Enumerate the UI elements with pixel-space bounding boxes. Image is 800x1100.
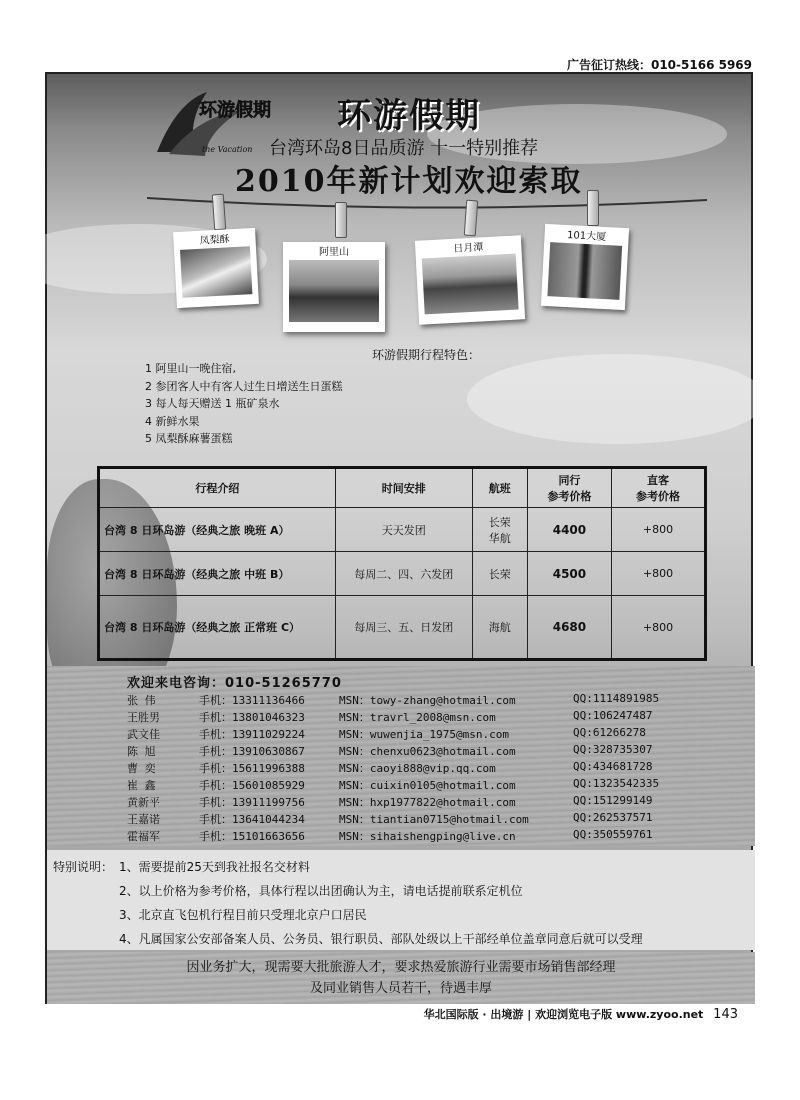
cell-schedule: 每周二、四、六发团 — [335, 552, 472, 596]
contact-msn: MSN：sihaishengping@live.cn — [339, 830, 516, 843]
table-row — [99, 596, 706, 660]
feature-item: 5 凤梨酥麻薯蛋糕 — [145, 432, 233, 445]
contact-name: 武文佳 — [127, 728, 160, 741]
contact-msn: MSN：chenxu0623@hotmail.com — [339, 745, 516, 758]
cell-schedule: 每周三、五、日发团 — [335, 596, 472, 660]
contact-phone: 手机：13311136466 — [199, 694, 305, 707]
notes-label: 特别说明： — [53, 860, 114, 874]
ad-hotline: 广告征订热线：010-5166 5969 — [566, 58, 752, 72]
contact-msn: MSN：hxp1977822@hotmail.com — [339, 796, 516, 809]
cell-peer-price: 4680 — [527, 596, 611, 660]
contact-qq: QQ:262537571 — [573, 811, 653, 824]
photo-taipei-101 — [541, 224, 629, 310]
clothespin-icon — [464, 200, 478, 237]
contact-msn: MSN：cuixin0105@hotmail.com — [339, 779, 516, 792]
cell-direct-price: +800 — [612, 596, 706, 660]
feature-item: 3 每人每天赠送 1 瓶矿泉水 — [145, 397, 280, 410]
contact-phone: 手机：13641044234 — [199, 813, 305, 826]
contact-qq: QQ:1323542335 — [573, 777, 660, 790]
contact-name: 曹 奕 — [127, 762, 156, 775]
contact-qq: QQ:350559761 — [573, 828, 653, 841]
cell-airline: 海航 — [472, 596, 527, 660]
contact-name: 霍福军 — [127, 830, 160, 843]
note-item: 1、需要提前25天到我社报名交材料 — [119, 860, 310, 874]
contact-qq: QQ:328735307 — [573, 743, 653, 756]
cell-direct-price: +800 — [612, 508, 706, 552]
contact-phone: 手机：15101663656 — [199, 830, 305, 843]
note-item: 3、北京直飞包机行程目前只受理北京户口居民 — [119, 908, 367, 922]
contact-qq: QQ:1114891985 — [573, 692, 660, 705]
contact-name: 王胜男 — [127, 711, 160, 724]
photo-caption: 阿里山 — [319, 247, 349, 258]
header-peer-price: 同行 参考价格 — [527, 468, 611, 508]
contact-title: 欢迎来电咨询：010-51265770 — [127, 676, 342, 691]
header-airline: 航班 — [472, 468, 527, 508]
recruitment-banner — [47, 952, 755, 1004]
advertisement — [45, 72, 753, 1004]
photo-pineapple-cake — [173, 228, 259, 308]
features-title: 环游假期行程特色： — [372, 348, 481, 362]
photo-sun-moon-lake — [415, 235, 525, 324]
cell-schedule: 天天发团 — [335, 508, 472, 552]
contact-phone: 手机：15601085929 — [199, 779, 305, 792]
cell-route: 台湾 8 日环岛游（经典之旅 中班 B） — [99, 552, 336, 596]
logo-tagline: the Vacation — [202, 145, 253, 154]
contact-section — [47, 666, 755, 846]
cell-airline: 长荣 华航 — [472, 508, 527, 552]
photo-image — [422, 254, 519, 315]
logo-text: 环游假期 — [199, 100, 271, 121]
contact-qq: QQ:61266278 — [573, 726, 646, 739]
feature-item: 2 参团客人中有客人过生日增送生日蛋糕 — [145, 379, 343, 393]
contact-phone: 手机：13801046323 — [199, 711, 305, 724]
ad-subtitle: 台湾环岛8日品质游 十一特别推荐 — [269, 138, 539, 159]
header-direct-price: 直客 参考价格 — [612, 468, 706, 508]
photo-caption: 101大厦 — [566, 230, 607, 244]
cell-airline: 长荣 — [472, 552, 527, 596]
contact-msn: MSN：towy-zhang@hotmail.com — [339, 694, 516, 707]
contact-qq: QQ:106247487 — [573, 709, 653, 722]
contact-name: 张 伟 — [127, 694, 156, 707]
contact-name: 崔 鑫 — [127, 779, 156, 792]
contact-qq: QQ:151299149 — [573, 794, 653, 807]
brand-logo — [147, 82, 271, 162]
table-row — [99, 508, 706, 552]
feature-item: 4 新鲜水果 — [145, 414, 200, 428]
contact-name: 黄新平 — [127, 796, 160, 809]
contact-phone: 手机：13911029224 — [199, 728, 305, 741]
recruit-line: 及同业销售人员若干，待遇丰厚 — [309, 981, 492, 996]
contact-name: 陈 旭 — [127, 745, 156, 758]
photo-image — [180, 246, 252, 298]
page-footer — [424, 1006, 738, 1022]
photo-image — [547, 242, 622, 300]
photo-alishan — [283, 242, 385, 332]
contact-msn: MSN：tiantian0715@hotmail.com — [339, 813, 529, 826]
clothespin-icon — [335, 202, 347, 238]
page-number: 143 — [713, 1007, 738, 1022]
cell-peer-price: 4400 — [527, 508, 611, 552]
header-route: 行程介绍 — [99, 468, 336, 508]
contact-qq: QQ:434681728 — [573, 760, 653, 773]
header-schedule: 时间安排 — [335, 468, 472, 508]
contact-phone: 手机：13911199756 — [199, 796, 305, 809]
clothesline — [147, 194, 707, 218]
cloud-decoration — [467, 354, 767, 444]
photo-caption: 日月潭 — [453, 242, 484, 255]
brand-title: 环游假期 — [337, 96, 481, 136]
cell-peer-price: 4500 — [527, 552, 611, 596]
feature-item: 1 阿里山一晚住宿, — [145, 362, 236, 375]
contact-phone: 手机：13910630867 — [199, 745, 305, 758]
contact-msn: MSN：caoyi888@vip.qq.com — [339, 762, 496, 775]
features-list — [145, 360, 343, 448]
photo-image — [289, 260, 379, 322]
note-item: 4、凡属国家公安部备案人员、公务员、银行职员、部队处级以上干部经单位盖章同意后就可以受理 — [119, 932, 643, 946]
note-item: 2、以上价格为参考价格，具体行程以出团确认为主，请电话提前联系定机位 — [119, 884, 523, 898]
contact-phone: 手机：15611996388 — [199, 762, 305, 775]
ad-headline: 2010年新计划欢迎索取 — [235, 164, 583, 199]
photo-caption: 凤梨酥 — [199, 234, 230, 247]
contact-msn: MSN：travrl_2008@msn.com — [339, 711, 496, 724]
table-row — [99, 552, 706, 596]
itinerary-table — [97, 466, 707, 661]
cell-direct-price: +800 — [612, 552, 706, 596]
footer-text: 华北国际版 · 出境游 | 欢迎浏览电子版 www.zyoo.net — [423, 1008, 704, 1021]
cell-route: 台湾 8 日环岛游（经典之旅 正常班 C） — [99, 596, 336, 660]
table-header-row — [99, 468, 706, 508]
recruit-line: 因业务扩大，现需要大批旅游人才，要求热爱旅游行业需要市场销售部经理 — [186, 960, 616, 975]
clothespin-icon — [587, 190, 599, 226]
clothespin-icon — [212, 194, 226, 231]
contact-msn: MSN：wuwenjia_1975@msn.com — [339, 728, 509, 741]
contact-name: 王嘉诺 — [127, 813, 160, 826]
cell-route: 台湾 8 日环岛游（经典之旅 晚班 A） — [99, 508, 336, 552]
special-notes — [47, 850, 755, 950]
